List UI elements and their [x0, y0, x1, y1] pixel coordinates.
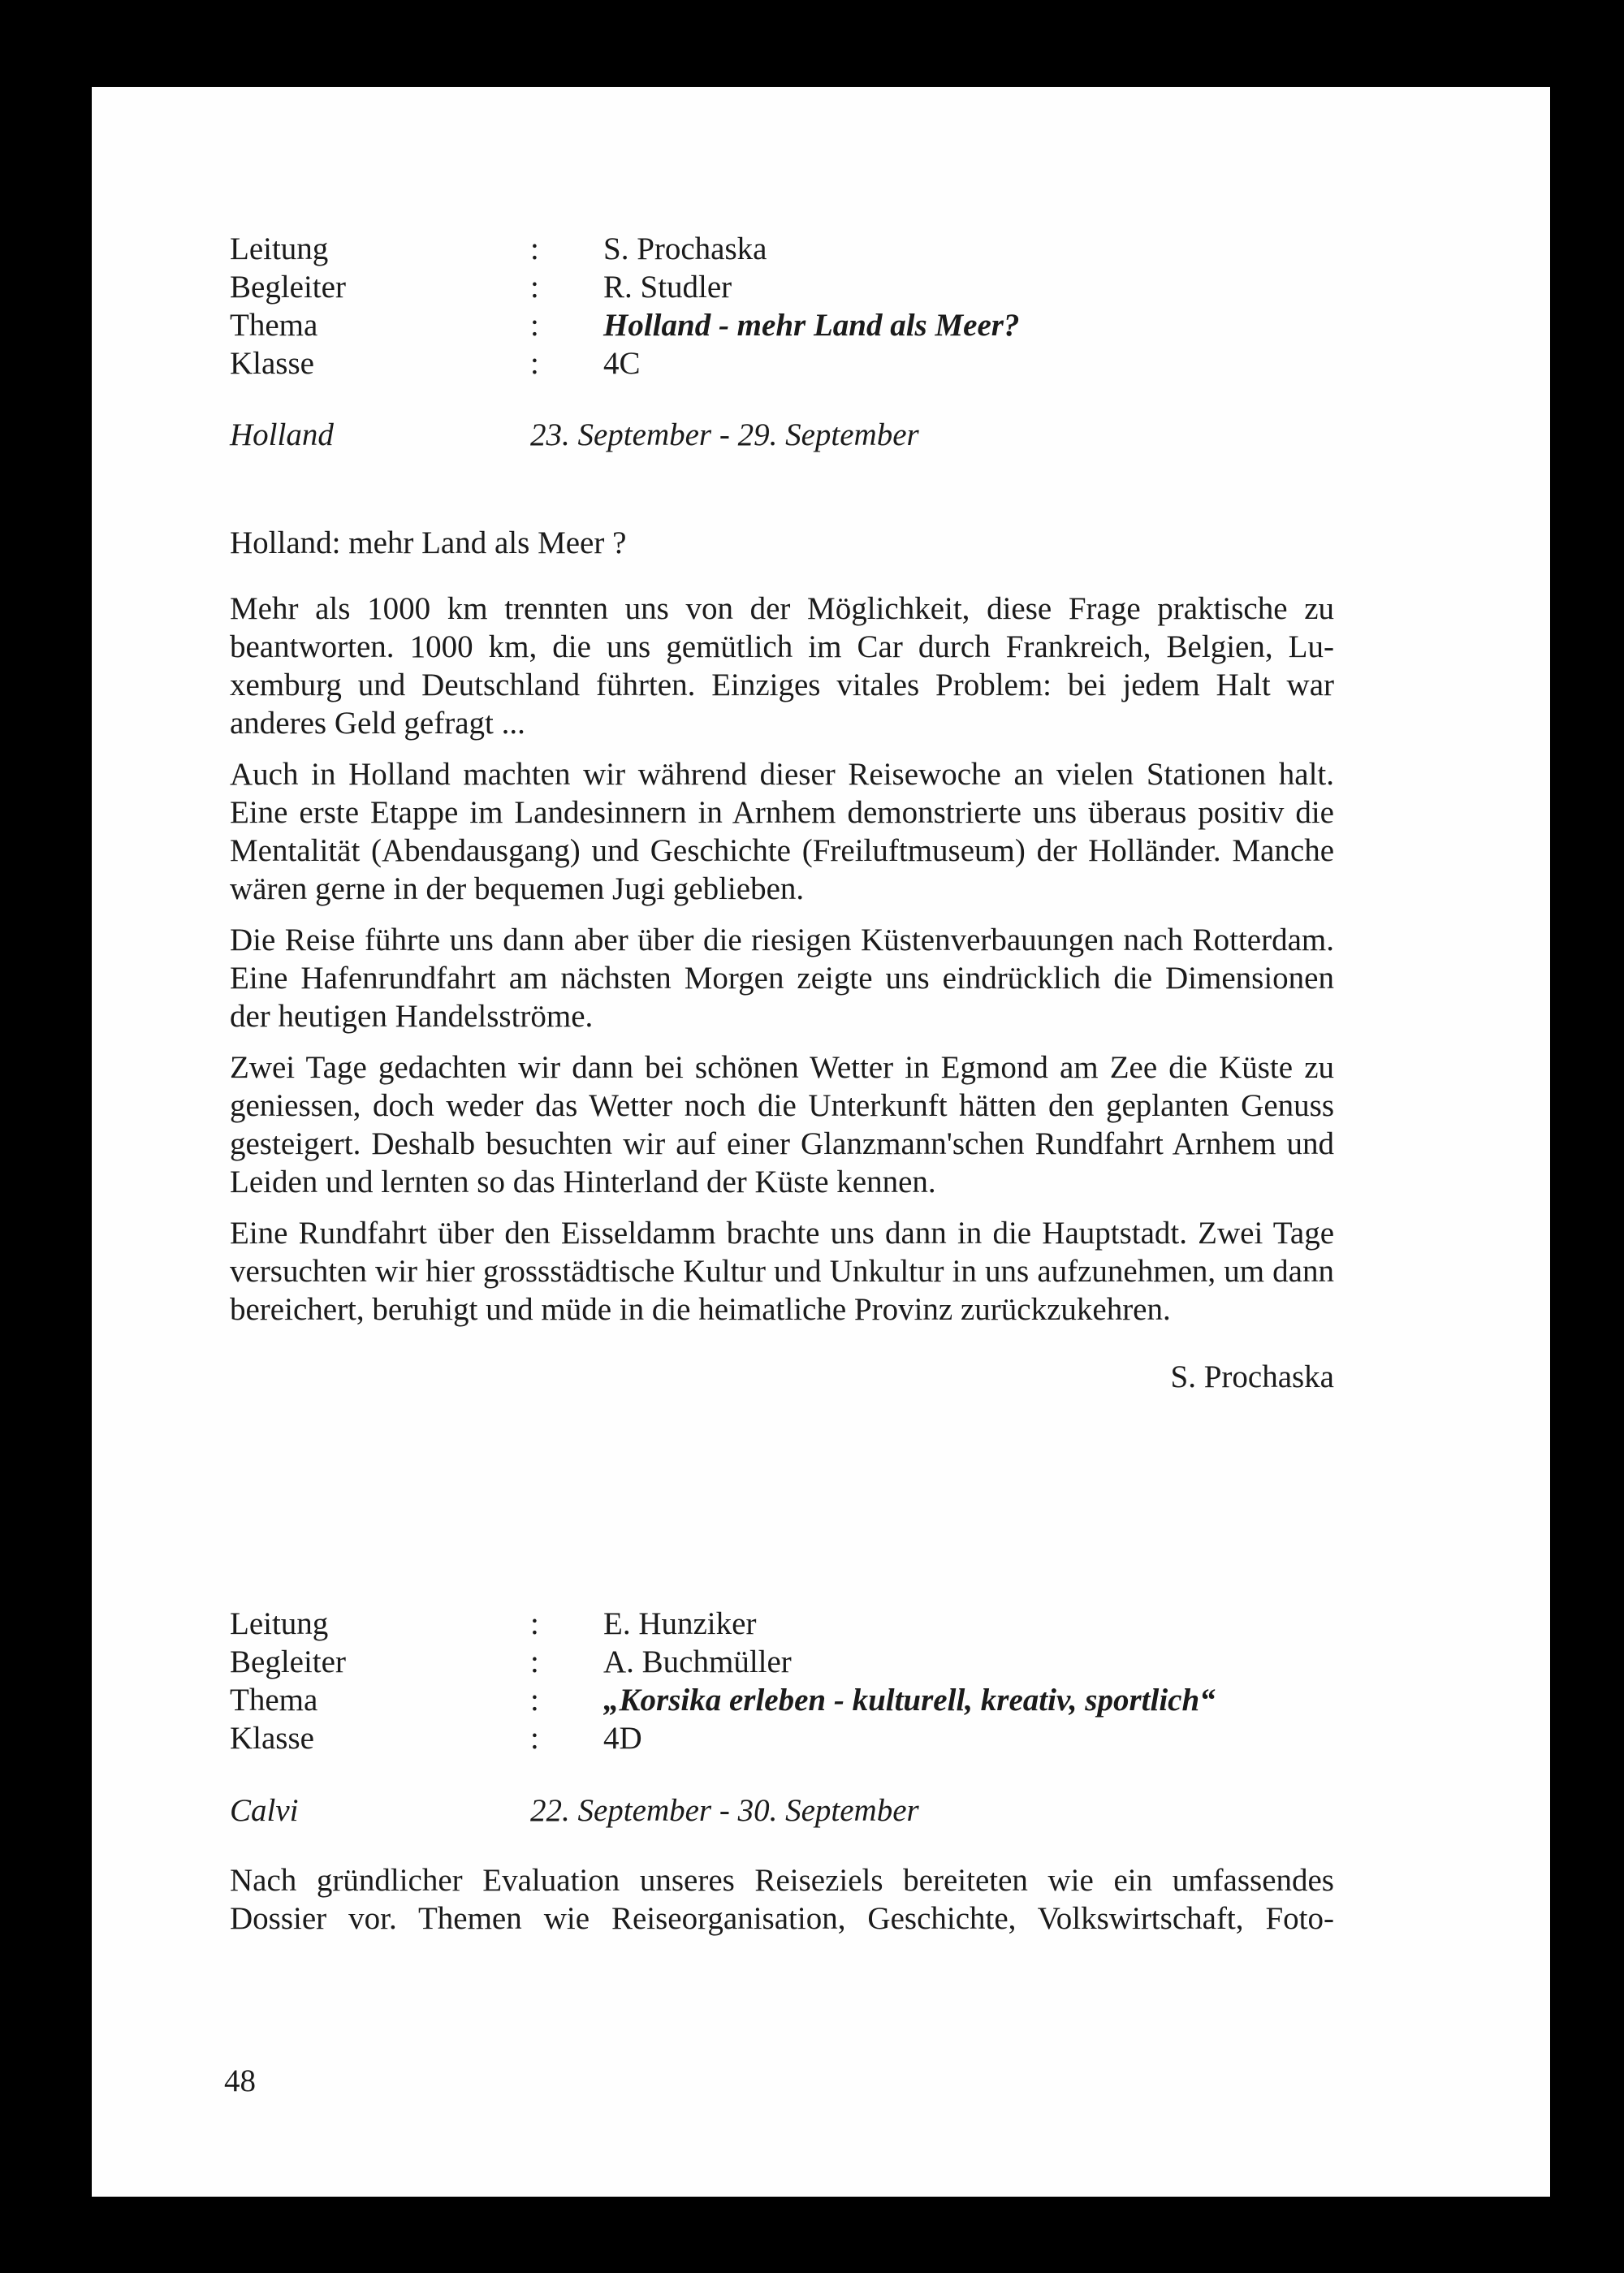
meta-key: Leitung: [230, 1606, 329, 1641]
paragraph: Auch in Holland machten wir während dieser Reisewoche an vielen Stationen halt. Eine erste Etappe im Landesinnern in Arnhem demonstrierte uns überaus positiv die Mentalität (Abendausgang) und Geschichte (Freiluftmuseum) der Holländer. Manche wären gerne in der bequemen Jugi geblieben.: [230, 757, 1334, 906]
meta-row-thema: [230, 1681, 1334, 1719]
meta-colon: :: [530, 346, 539, 381]
place-name: Calvi: [230, 1793, 299, 1828]
meta-value: E. Hunziker: [603, 1606, 757, 1641]
meta-key: Thema: [230, 1683, 318, 1718]
meta-value: A. Buchmüller: [603, 1644, 792, 1679]
place-row: [230, 1791, 1334, 1831]
meta-colon: :: [530, 1683, 539, 1718]
trip-theme: „Korsika erleben - kulturell, kreativ, sportlich“: [603, 1683, 1216, 1718]
paragraph: Eine Rundfahrt über den Eisseldamm brachte uns dann in die Hauptstadt. Zwei Tage versuchten wir hier grossstädtische Kultur und Unkultur in uns aufzunehmen, um dann bereichert, beruhigt und müde in die heimatliche Provinz zurückzukehren.: [230, 1216, 1334, 1327]
meta-value: R. Studler: [603, 270, 732, 305]
meta-row-leitung: [230, 1605, 1334, 1643]
trip-holland-place: [230, 415, 1334, 456]
paragraph: Die Reise führte uns dann aber über die riesigen Küstenverbauungen nach Rotterdam. Eine Hafenrundfahrt am nächsten Morgen zeigte uns eindrücklich die Dimensionen der heutigen Handelsströme.: [230, 923, 1334, 1034]
paragraph: Mehr als 1000 km trennten uns von der Möglichkeit, diese Frage praktische zu beantworten. 1000 km, die uns gemütlich im Car durch Frankreich, Belgien, Luxemburg und Deutschland führten. Einziges vitales Problem: bei jedem Halt war anderes Geld gefragt ...: [230, 591, 1334, 741]
meta-key: Leitung: [230, 231, 329, 266]
meta-colon: :: [530, 270, 539, 305]
article-headline: Holland: mehr Land als Meer ?: [230, 525, 627, 560]
meta-key: Thema: [230, 308, 318, 343]
meta-key: Begleiter: [230, 270, 346, 305]
meta-colon: :: [530, 231, 539, 266]
meta-row-begleiter: [230, 1643, 1334, 1681]
meta-row-leitung: [230, 230, 1334, 268]
meta-row-klasse: [230, 344, 1334, 382]
trip-calvi-body: [230, 1861, 1334, 1951]
meta-colon: :: [530, 1644, 539, 1679]
author-signature: S. Prochaska: [1170, 1359, 1334, 1394]
meta-value: S. Prochaska: [603, 231, 767, 266]
meta-value: 4D: [603, 1721, 642, 1756]
meta-key: Klasse: [230, 1721, 314, 1756]
meta-key: Klasse: [230, 346, 314, 381]
trip-calvi-place: [230, 1791, 1334, 1831]
place-name: Holland: [230, 417, 334, 452]
place-row: [230, 415, 1334, 456]
meta-row-begleiter: [230, 268, 1334, 306]
meta-row-thema: [230, 306, 1334, 344]
trip-holland-meta: [230, 230, 1334, 382]
trip-dates: 22. September - 30. September: [530, 1793, 919, 1828]
paragraph: Nach gründlicher Evaluation unseres Reiseziels bereiteten wie ein umfassendes Dossier vor. Themen wie Reiseorganisation, Geschichte, Volkswirtschaft, Foto-: [230, 1863, 1334, 1936]
meta-key: Begleiter: [230, 1644, 346, 1679]
trip-holland-body: [230, 524, 1334, 1396]
paragraph: Zwei Tage gedachten wir dann bei schönen Wetter in Egmond am Zee die Küste zu geniessen, doch weder das Wetter noch die Unterkunft hätten den geplanten Genuss gesteigert. Deshalb besuchten wir auf einer Glanzmann'schen Rundfahrt Arnhem und Leiden und lernten so das Hinterland der Küste kennen.: [230, 1050, 1334, 1199]
document-page: [92, 87, 1550, 2197]
meta-colon: :: [530, 1721, 539, 1756]
meta-colon: :: [530, 1606, 539, 1641]
meta-colon: :: [530, 308, 539, 343]
meta-value: 4C: [603, 346, 641, 381]
meta-row-klasse: [230, 1719, 1334, 1757]
trip-theme: Holland - mehr Land als Meer?: [603, 308, 1020, 343]
trip-dates: 23. September - 29. September: [530, 417, 919, 452]
page-number: 48: [224, 2063, 256, 2098]
trip-calvi-meta: [230, 1605, 1334, 1757]
